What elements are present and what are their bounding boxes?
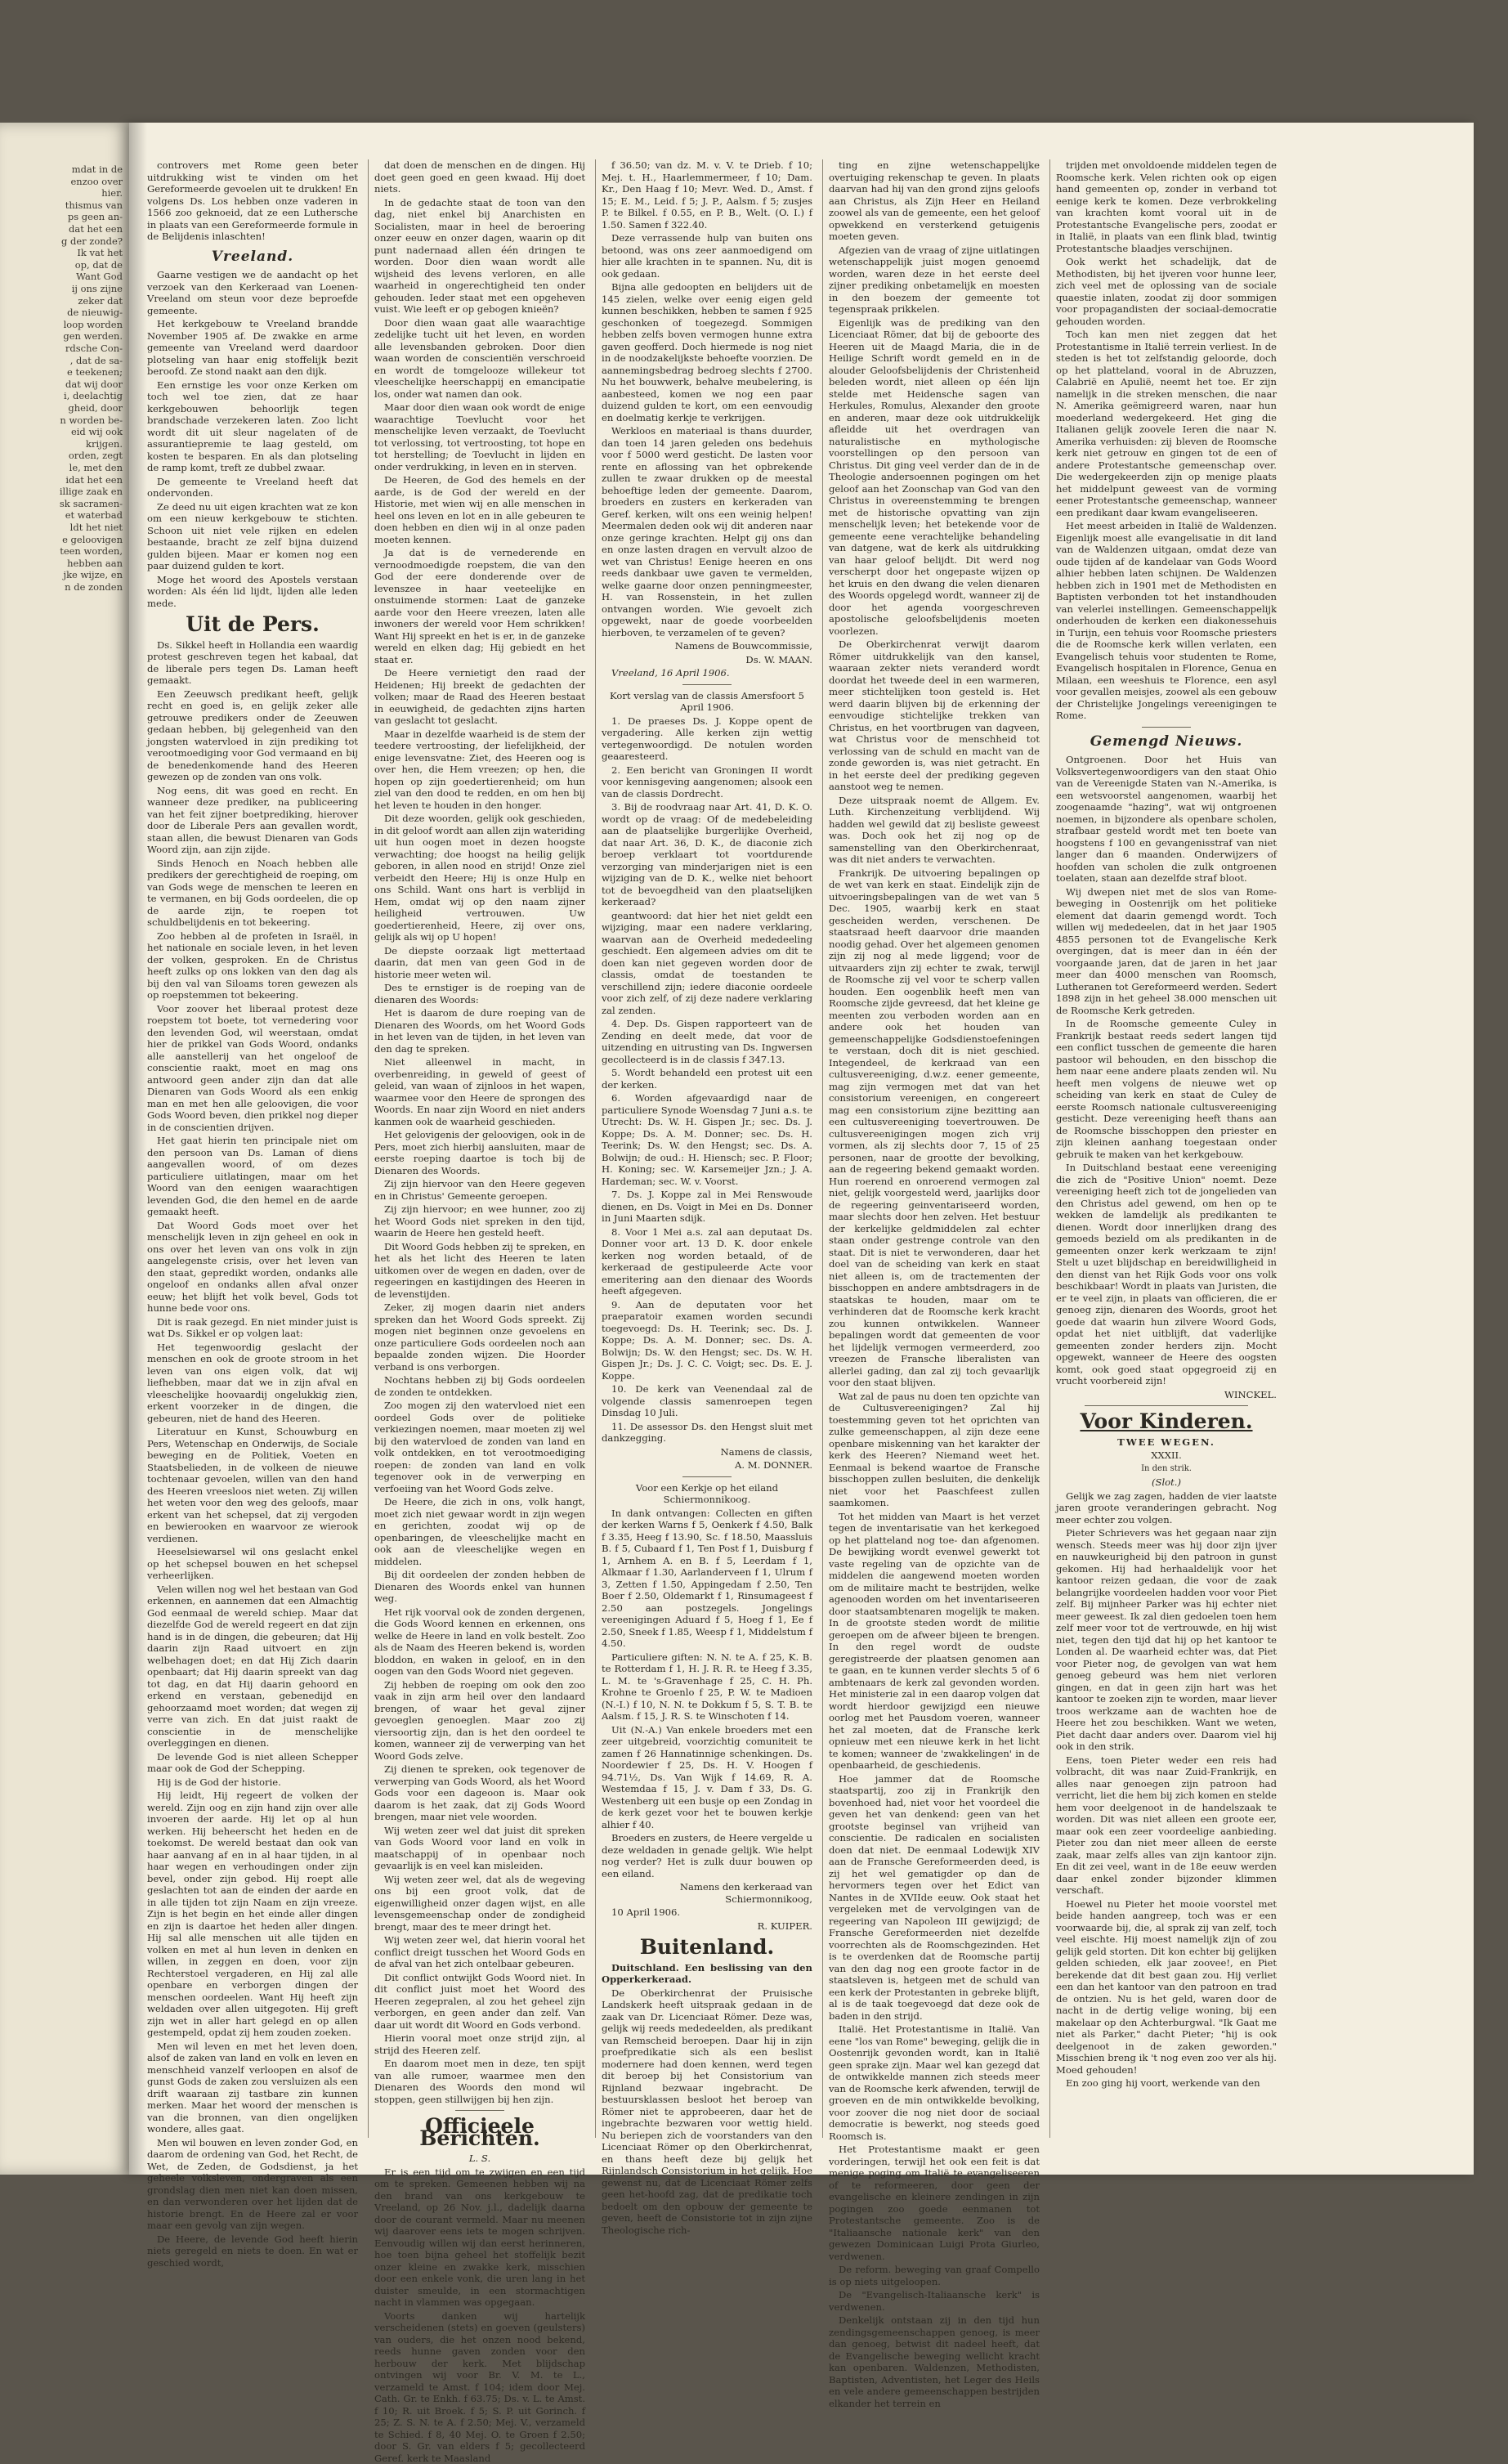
previous-page-fragment: orden, zegt bbox=[0, 450, 123, 462]
heading-vreeland: Vreeland. bbox=[147, 251, 358, 263]
previous-page-fragment: , dat de sa- bbox=[0, 355, 123, 367]
paragraph: De gemeente te Vreeland heeft dat ondervonden. bbox=[147, 476, 358, 500]
paragraph: Hij is de God der historie. bbox=[147, 1776, 358, 1789]
paragraph: Eens, toen Pieter weder een reis had volbracht, dit was naar Zuid-Frankrijk, en alles naar genoegen zijn patroon had verricht, liet die hem bij zich komen en stelde hem voor deelgenoot in de handelszaak te worden. Dit was niet alleen een groote eer, maar ook een zeer voordeelige aanbieding. Pieter zou dan niet meer alleen de eerste zaak, maar zelfs alles van zijn kantoor zijn. En dit zei veel, want in de 18e eeuw werden daar enkel zonder bijzonder klimmen verschaft. bbox=[1056, 1754, 1277, 1897]
previous-page-fragment: dat wij door bbox=[0, 379, 123, 391]
previous-page-edge bbox=[0, 123, 129, 2175]
signature-name: R. KUIPER. bbox=[602, 1920, 812, 1933]
paragraph: Ontgroenen. Door het Huis van Volksvertegenwoordigers van den staat Ohio van de Vereenigde Staten van N.-Amerika, is een wetsvoorstel aangenomen, waarbij het zoogenaamde "hazing", wat wij ontgroenen noemen, in bijzondere als openbare scholen, strafbaar gesteld wordt met ten boete van hoogstens f 100 en gevangenisstraf van niet langer dan 6 maanden. Onderwijzers of hoofden van scholen die zulk ontgroenen toelaten, staan aan dezelfde straf bloot. bbox=[1056, 754, 1277, 885]
section-divider bbox=[1085, 1405, 1248, 1406]
subheading: L. S. bbox=[374, 2153, 585, 2165]
previous-page-fragment: de nieuwig- bbox=[0, 307, 123, 319]
previous-page-fragment: le, met den bbox=[0, 462, 123, 474]
column-4 bbox=[829, 159, 1040, 2138]
paragraph: Ook werkt het schadelijk, dat de Methodisten, bij het ijveren voor hunne leer, zich veel met de oplossing van de sociale quaestie inlaten, zoodat zij door sommigen voor propagandisten der sociaal-democratie gehouden worden. bbox=[1056, 256, 1277, 327]
section-divider bbox=[455, 2110, 504, 2111]
previous-page-fragment: n de zonden bbox=[0, 581, 123, 594]
paragraph: De Oberkirchenrat verwijt daarom Römer uitdrukkelijk van den kansel, waaraan zekter niets veranderd wordt doordat het tweede deel in een warmeren, meer stichtelijken toon gesteld is. Het werd daarin blijven bij de erkenning der eenvoudige stichtelijke trekken van Christus, en het voortbrugen van dagveen, wat Christus voor de menschheid tot verlossing van de schuld en macht van de zonde geworden is, was niet getracht. En in het eerste deel der prediking gegeven aanstoot weg te nemen. bbox=[829, 638, 1040, 793]
column-3 bbox=[602, 159, 812, 2138]
dateline: 10 April 1906. bbox=[602, 1906, 812, 1919]
previous-page-fragment: g der zonde? bbox=[0, 235, 123, 248]
chapter-note: (Slot.) bbox=[1056, 1476, 1277, 1489]
paragraph: Het rijk voorval ook de zonden dergenen, die Gods Woord kennen en erkennen, ons welke de Heere in land en volk bestelt. Zoo als de Naam des Heeren bekend is, worden bloddon, en waken in geloof, en in den oogen van den Gods Woord niet gegeven. bbox=[374, 1606, 585, 1678]
paragraph: Deze uitspraak noemt de Allgem. Ev. Luth. Kirchenzeitung verblijdend. Wij hadden wel gewild dat zij besliste geweest was. Doch ook het zij nog op de samenstelling van den Oberkirchenraat, was dit niet anders te verwachten. bbox=[829, 795, 1040, 866]
column-1 bbox=[147, 159, 358, 2138]
column-rule bbox=[368, 159, 369, 2138]
paragraph: Maar in dezelfde waarheid is de stem der teedere vertroosting, der liefelijkheid, der enige levensvatne: Ziet, des Heeren oog is over hen, die Hem vreezen; op hen, die hopen op zijn goedertierenheid; om hun ziel van den dood te redden, en om hen bij het leven te houden in den honger. bbox=[374, 728, 585, 812]
paragraph: Dat Woord Gods moet over het menschelijk leven in zijn geheel en ook in ons over het leven van ons volk in zijn aangelegenste crisis, over het leven van den staat, gepredikt worden, ondanks alle ongeloof en ondanks allen afval onzer eeuw; het blijft het volk bevel, Gods tot hunne bede voor ons. bbox=[147, 1220, 358, 1315]
previous-page-fragment: op, dat de bbox=[0, 259, 123, 271]
heading-buitenland: Buitenland. bbox=[602, 1942, 812, 1954]
column-2 bbox=[374, 159, 585, 2138]
paragraph: Afgezien van de vraag of zijne uitlatingen wetenschappelijk juist mogen genoemd worden, waren deze in het eerste deel zijner prediking onbetamelijk en moesten in den boezem der gemeente tot tegenspraak prikkelen. bbox=[829, 244, 1040, 316]
paragraph: Het gaat hierin ten principale niet om den persoon van Ds. Laman of diens aangevallen woord, of om dezes particuliere uitlatingen, maar om het Woord van den eenigen waarachtigen levenden God, die den hemel en de aarde gemaakt heeft. bbox=[147, 1135, 358, 1218]
column-5 bbox=[1056, 159, 1277, 2138]
previous-page-fragment: i, deelachtig bbox=[0, 390, 123, 402]
paragraph: Italië. Het Protestantisme in Italië. Van eene "los van Rome" beweging, gelijk die in Oostenrijk gevonden wordt, kan in Italië geen sprake zijn. Maar wel kan gezegd dat de ontwikkelde mannen zich steeds meer van de Roomsche kerk afwenden, terwijl de groeven en de min ontwikkelde bevolking, voor zoover die nog niet door de sociaal democratie is bewerkt, nog steeds goed Roomsch is. bbox=[829, 2023, 1040, 2142]
previous-page-fragment: hebben aan bbox=[0, 558, 123, 570]
paragraph: Sinds Henoch en Noach hebben alle predikers der gerechtigheid de roeping, om van Gods wege de menschen te leeren en te vermanen, en bij Gods oordeelen, die op de aarde zijn, te roepen tot schuldbelijdenis en tot bekeering. bbox=[147, 858, 358, 929]
paragraph: Zij zijn hiervoor; en wee hunner, zoo zij het Woord Gods niet spreken in den tijd, waarin de Heere hen gesteld heeft. bbox=[374, 1203, 585, 1239]
paragraph: 1. De praeses Ds. J. Koppe opent de vergadering. Alle kerken zijn wettig vertegenwoordigd. De notulen worden geaaresteerd. bbox=[602, 715, 812, 763]
paragraph: In de Roomsche gemeente Culey in Frankrijk bestaat reeds sedert langen tijd een conflict tusschen de gemeente die haren pastoor wil behouden, en den bisschop die hem naar eene andere plaats zenden wil. Nu heeft men volgens de nieuwe wet op scheiding van kerk en staat de Culey de eerste Roomsch nationale cultusvereeniging gesticht. Deze vereeniging heeft thans aan de Roomsche bisschoppen den priester en zijn kleinen aanhang toegestaan onder gebruik te maken van het kerkgebouw. bbox=[1056, 1018, 1277, 1160]
paragraph: Het gelovigenis der geloovigen, ook in de Pers, moet zich hierbij aansluiten, maar de eerste roeping daartoe is toch bij de Dienaren des Woords. bbox=[374, 1129, 585, 1176]
signature: Namens de classis, bbox=[602, 1446, 812, 1458]
paragraph: Bij dit oordeelen der zonden hebben de Dienaren des Woords enkel van hunnen weg. bbox=[374, 1569, 585, 1605]
paragraph: Voorts danken wij hartelijk verscheidenen (stets) en goeven (geulsters) van ouders, die het onzen nood bekend, reeds hunne gaven zonden voor den herbouw der kerk. Met blijdschap ontvingen wij voor Br. V. M. te L., verzameld te Amst. f 104; idem door Mej. Cath. Gr. te Enkh. f 63.75; Ds. v. L. te Amst. f 10; R. uit Broek. f 5; S. P. uit Gorinch. f 25; Z. S. N. te A. f 2.50; Mej. V., verzameld te Schied. f 8, 40 Mej. O. te Groen f 2.50; door S. Gr. van elders f 5; gecollecteerd Geref. kerk te Maasland bbox=[374, 2310, 585, 2464]
previous-page-fragment: sk sacramen- bbox=[0, 498, 123, 510]
column-rule bbox=[822, 159, 823, 2138]
previous-page-fragment: ldt het niet bbox=[0, 522, 123, 534]
paragraph: Wij weten zeer wel dat juist dit spreken van Gods Woord voor land en volk in maatschappij of in openbaar noch gevaarlijk is en veel kan misleiden. bbox=[374, 1825, 585, 1872]
paragraph: Een Zeeuwsch predikant heeft, gelijk recht en goed is, en gelijk zeker alle getrouwe predikers onder de Zeeuwen gedaan hebben, bij gelegenheid van den jongsten watervloed in zijn prediking tot verootmoediging voor God vermaand en bij de benedenkomende hand des Heeren gewezen op de zonden van ons volk. bbox=[147, 688, 358, 783]
paragraph: 7. Ds. J. Koppe zal in Mei Renswoude dienen, en Ds. Voigt in Mei en Ds. Donner in Juni Maarten sdijk. bbox=[602, 1189, 812, 1225]
paragraph: Ja dat is de vernederende en vernoodmoedigde roepstem, die van den God der eere donderende over de levenszee in haar veeteelijke en onstuimende stormen: Laat de ganzeke aarde voor den Heere vreezen, laten alle inwoners der wereld voor Hem schrikken! Want Hij spreekt en het is er, in de ganzeke wereld en elken dag; Hij gebiedt en het staat er. bbox=[374, 547, 585, 665]
previous-page-fragment: hier. bbox=[0, 187, 123, 199]
previous-page-fragment: ps geen an- bbox=[0, 211, 123, 223]
paragraph: Gelijk we zag zagen, hadden de vier laatste jaren groote veranderingen gebracht. Nog meer echter zou volgen. bbox=[1056, 1490, 1277, 1526]
column-rule bbox=[595, 159, 596, 2138]
dateline: Vreeland, 16 April 1906. bbox=[602, 667, 812, 679]
previous-page-fragment: teen worden, bbox=[0, 545, 123, 558]
paragraph: In Duitschland bestaat eene vereeniging die zich de "Positive Union" noemt. Deze vereeniging heeft zich tot de jongelieden van den Christus adel gewend, om hen op te wekken de lamdelijk als predikanten te dienen. Wordt door innerlijken drang des gemoeds bezield om als predikanten in de gemeenten onzer kerk werkzaam te zijn! Stelt u uzet blijdschap en bereidwilligheid in den dienst van het Rijk Gods voor ons volk beschikbaar! Wordt in plaats van Juristen, die er te veel zijn, in plaats van officieren, die er genoeg zijn, dienaren des Woords, groot het goede dat waarin hun zilvere Woord Gods, opdat het niet uitblijft, dat vaderlijke gemeenten zonder herders zijn. Mocht opgewekt, wanneer de Heere des oogsten komt, ook goed staat opgegroeid zij en vrucht voorbereid zijn! bbox=[1056, 1162, 1277, 1387]
heading-gemengd-nieuws: Gemengd Nieuws. bbox=[1056, 736, 1277, 748]
paragraph: Pieter Schrievers was het gegaan naar zijn wensch. Steeds meer was hij door zijn ijver en nauwkeurigheid bij den patroon in gunst gekomen. Hij had herhaaldelijk voor het kantoor reizen gedaan, die voor de zaak belangrijke voordeelen hadden voor voor Piet zelf. Bij mijnheer Parker was hij echter niet meer geweest. Ik zal dien gedoelen toen hem zelf meer voor tot de vertrouwde, en hij wist niet, tegen den tijd dat hij op het kantoor te Londen al. De waarheid echter was, dat Piet voor Pieter nog, de gevolgen van wat hem genoeg gebeurd was hem niet verloren gingen, en dat in geen zijn hart was het kantoor te zoeken zijn te worden, maar liever troos werkzame aan de wachten hoe de Heere het zou beschikken. Want we weten, Piet dacht daar anders over. Daarom viel hij ook in den strik. bbox=[1056, 1527, 1277, 1753]
paragraph: In dank ontvangen: Collecten en giften der kerken Warns f 5, Oenkerk f 4.50, Balk f 3.35, Heeg f 13.90, Sc. f 18.50, Maassluis B. f 5, Cubaard f 1, Ten Post f 1, Duisburg f 1, Arnhem A. en B. f 5, Leerdam f 1, Alkmaar f 1.30, Aarlanderveen f 1, Ulrum f 3, Zetten f 1.50, Appingedam f 2.50, Ten Boer f 2.50, Oldemarkt f 1, Rinsumageest f 2.50 aan postzegels. Jongelings vereenigingen Aduard f 5, Hoeg f 1, Ee f 2.50, Sneek f 1.85, Weesp f 1, Middelstum f 4.50. bbox=[602, 1508, 812, 1650]
paragraph: De Heere, de levende God heeft hierin niets geregeld en niets te doen. En wat er geschied wordt, bbox=[147, 2233, 358, 2269]
previous-page-fragment: zeker dat bbox=[0, 295, 123, 307]
paragraph: 9. Aan de deputaten voor het praeparatoir examen worden secundi toegevoegd: Ds. H. Teerink; sec. Ds. J. Koppe; Ds. A. M. Donner; sec. Ds. A. Bolwijn; Ds. W. den Hengst; sec. Ds. W. H. Gispen Jr.; Ds. J. C. C. Voigt; sec. Ds. E. J. Koppe. bbox=[602, 1299, 812, 1382]
paragraph: De reform. beweging van graaf Compello is op niets uitgeloopen. bbox=[829, 2264, 1040, 2287]
previous-page-fragment: n worden be- bbox=[0, 414, 123, 427]
signature-name: A. M. DONNER. bbox=[602, 1459, 812, 1472]
paragraph: Wij weten zeer wel, dat als de wegeving ons bij een groot volk, dat de eigenwilligheid onzer dagen wijst, en alle levensgemeenschap onder de zondigheid brengt, maar des te meer dringt het. bbox=[374, 1874, 585, 1933]
story-title: TWEE WEGEN. bbox=[1056, 1436, 1277, 1449]
paragraph: Heeselsiewarsel wil ons geslacht enkel op het schepsel bouwen en het schepsel verheerlijken. bbox=[147, 1546, 358, 1582]
previous-page-fragment: loop worden bbox=[0, 319, 123, 331]
paragraph: 6. Worden afgevaardigd naar de particuliere Synode Woensdag 7 Juni a.s. te Utrecht: Ds. W. H. Gispen Jr.; sec. Ds. J. Koppe; Ds. A. M. Donner; sec. Ds. H. Teerink; Ds. W. den Hengst; sec. Ds. A. Bolwijn; de oud.: H. Hiensch; sec. P. Floor; H. Koning; sec. W. Karsemeijer Jzn.; J. A. Hardeman; sec. W. v. Voorst. bbox=[602, 1092, 812, 1187]
report-heading: Kort verslag van de classis Amersfoort 5 April 1906. bbox=[602, 690, 812, 714]
paragraph: 2. Een bericht van Groningen II wordt voor kennisgeving aangenomen; alsook een van de classis Dordrecht. bbox=[602, 764, 812, 800]
paragraph: Des te ernstiger is de roeping van de dienaren des Woords: bbox=[374, 982, 585, 1006]
section-divider bbox=[682, 1476, 732, 1477]
paragraph: Wat zal de paus nu doen ten opzichte van de Cultusvereenigingen? Zal hij toestemming geven tot het oprichten van zulke gemeenschappen, al zijn deze eene openbare miskenning van het karakter der kerk des Heeren? Niemand weet het. Eenmaal is bekend waartoe de Fransche bisschoppen zullen besluiten, die denkelijk niet voor het Paaschfeest zullen saamkomen. bbox=[829, 1391, 1040, 1509]
paragraph: Men wil leven en met het leven doen, alsof de zaken van land en volk en leven en menschheid vanzelf verloopen en alsof de gunst Gods de zaken zou versluizen als een drift waaraan zij tastbare zin kunnen merken. Maar het woord der menschen is van die bronnen, van dien ongelijken wondere, alles gaat. bbox=[147, 2041, 358, 2135]
heading-voor-kinderen: Voor Kinderen. bbox=[1056, 1416, 1277, 1428]
paragraph: Het Protestantisme maakt er geen vorderingen, terwijl het ook een feit is dat menige poging om Italië te evangeliseeren of te reformeeren, door geen der evangelische en kleinere zendingen in zijn pogingen zoo goede eenmanen tot Protestantsche gemeente. Zoo is de "Italiaansche nationale kerk" van den gewezen Dominicaan Luigi Prota Giurleo, verdwenen. bbox=[829, 2144, 1040, 2262]
section-divider bbox=[1142, 727, 1191, 728]
previous-page-fragment: Want God bbox=[0, 271, 123, 283]
paragraph: De levende God is niet alleen Schepper maar ook de God der Schepping. bbox=[147, 1751, 358, 1775]
paragraph: Frankrijk. De uitvoering bepalingen op de wet van kerk en staat. Eindelijk zijn de uitvoeringsbepalingen van de wet van 5 Dec. 1905, waarbij kerk en staat gescheiden werden, verschenen. De staatsraad heeft daarvoor drie maanden noodig gehad. Over het algemeen genomen zijn zij nog al mede liggend; voor de uitvaarders zijn zij echter te zwak, terwijl de Roomsche zij vel voor te scherp vallen houden. Een oogenblik heeft men van Roomsche zijde gevreesd, dat het kleine ge meenten zou verboden worden aan en andere ook het houden van gemeenschappelijke Godsdienstoefeningen te verstaan, doch dit is niet geschied. Integendeel, de kerkraad van een cultusvereeniging, d.w.z. eener gemeente, mag zijn vermogen met dat van het consistorium vereenigen, en congereert mag een consistorium zijne bezitting aan een cultusvereeniging toevertrouwen. De cultusvereenigingen mogen zich vrij vormen, als zij slechts door 7, 15 of 25 personen, naar de grootte der bevolking, aan de regeering bekend gemaakt worden. Hun roerend en onroerend vermogen zal niet, gelijk voorgesteld werd, jaarlijks door de regeering geinventariseerd worden, maar slechts door hen zelven. Het bestuur der kerkelijke geldmiddelen zal echter staan onder gestrenge controle van den staat. Dit is niet te verwonderen, daar het doel van de scheiding van kerk en staat niet alleen is, om de tractementen der bisschoppen en andere ambtsdragers in de staatskas te houden, maar om te verhinderen dat de Roomsche kerk kracht zou kunnen ontwikkelen. Wanneer bepalingen wordt dat gemeenten de voor het lijdelijk vermogen vermeerderd, zoo vreezen de Fransche liberalisten van allerlei gading, dan zal zij toch gevaarlijk voor den staat blijven. bbox=[829, 867, 1040, 1389]
previous-page-fragment: Ik vat het bbox=[0, 247, 123, 259]
paragraph: Eigenlijk was de prediking van den Licenciaat Römer, dat bij de geboorte des Heeren uit de Maagd Maria, die in de Heilige Schrift wordt gemeld en in de alouder Geloofsbelijdenis der Christenheid beleden wordt, niet alleen op één lijn stelde met Heidensche sagen van Herkules, Romulus, Alexander den groote en anderen, maar deze ook uitdrukkelijk afleidde uit het overdragen van naturalistische en mythologische voorstellingen op den persoon van Christus. Dit ging veel verder dan de in de Theologie andersoennen pogingen om het geloof aan het Zoonschap van God van den Christus in overeenstemming te brengen met de historische opvatting van zijn menschelijk leven; het betekende voor de gemeente eene verachtelijke behandeling van datgene, wat de kerk als uitdrukking van haar geloof belijdt. Dit werd nog verscherpt door het ongepaste wijzen op het kruis en den dwang die velen dienaren des Woords opgelegd wordt, wanneer zij de door het agenda voorgeschreven apostolische geloofsbelijdenis moeten voorlezen. bbox=[829, 317, 1040, 638]
paragraph: ting en zijne wetenschappelijke overtuiging rekenschap te geven. In plaats daarvan had hij van den grond zijns geloofs aan Christus, als Zijn Heer en Heiland zoowel als van de gemeente, een het geloof opwekkend en versterkend getuigenis moeten geven. bbox=[829, 159, 1040, 243]
signature-name: Ds. W. MAAN. bbox=[602, 654, 812, 666]
paragraph: Moge het woord des Apostels verstaan worden: Als één lid lijdt, lijden alle leden mede. bbox=[147, 574, 358, 610]
paragraph: Dit is raak gezegd. En niet minder juist is wat Ds. Sikkel er op volgen laat: bbox=[147, 1316, 358, 1340]
paragraph: 8. Voor 1 Mei a.s. zal aan deputaat Ds. Donner voor art. 13 D. K. door enkele kerken nog worden betaald, of de kerkeraad de gestipuleerde Acte voor emeritering aan den dienaar des Woords heeft afgegeven. bbox=[602, 1226, 812, 1297]
paragraph: Het tegenwoordig geslacht der menschen en ook de groote stroom in het leven van ons eigen volk, dat wij liefhebben, maar dat we in zijn afval en vleeschelijke hoovaardij ongelukkig zien, erkent voorzeker in de dingen, die gebeuren, niet de hand des Heeren. bbox=[147, 1342, 358, 1425]
signature: Namens den kerkeraad van Schiermonnikoog, bbox=[602, 1881, 812, 1905]
previous-page-fragment: eid wij ook bbox=[0, 426, 123, 438]
paragraph: 3. Bij de roodvraag naar Art. 41, D. K. O. wordt op de vraag: Of de medebeleiding aan de plaatselijke burgerlijke Overheid, dat naar Art. 36, D. K., de diaconie zich beroep verklaart tot voortdurende verzorging van minderjarigen niet is een wijziging van de D. K., welke niet behoort tot de bevoegdheid van den plaatselijken kerkeraad? bbox=[602, 801, 812, 908]
previous-page-fragment: e geloovigen bbox=[0, 534, 123, 546]
paragraph: Voor zoover het liberaal protest deze roepstem tot boete, tot vernedering voor den levenden God, wil weerstaan, omdat hier de prikkel van Gods Woord, ondanks alle aanstellerij van het ongeloof de conscientie raakt, moet en mag ons antwoord geen ander zijn dan dat alle Dienaren van Gods Woord als een enkig man en met hen alle geloovigen, die voor Gods Woord beven, dien prikkel nog dieper in de conscientien drijven. bbox=[147, 1003, 358, 1134]
paragraph: f 36.50; van dz. M. v. V. te Drieb. f 10; Mej. t. H., Haarlemmermeer, f 10; Dam. Kr., Den Haag f 10; Mevr. Wed. D., Amst. f 15; E. M., Leid. f 5; J. P., Aalsm. f 5; zusjes P. te Bilkel. f 0.55, en P. B., Welt. (O. I.) f 1.50. Samen f 322.40. bbox=[602, 159, 812, 231]
paragraph: Denkelijk ontstaan zij in den tijd hun zendingsgemeenschappen genoeg, is meer dan genoeg, betwist dit nadeel heeft, dat de Evangelische beweging wellicht kracht kan openbaren. Waldenzen, Methodisten, Baptisten, Adventisten, het Leger des Heils en vele andere gemeenschappen bestrijden elkander het terrein en bbox=[829, 2314, 1040, 2409]
paragraph: 4. Dep. Ds. Gispen rapporteert van de Zending en deelt mede, dat voor de uitzending en uitrusting van Ds. Ingwersen gecollecteerd is in de classis f 347.13. bbox=[602, 1018, 812, 1065]
paragraph: Werkloos en materiaal is thans duurder, dan toen 14 jaren geleden ons bedehuis voor f 5000 werd gesticht. De lasten voor rente en aflossing van het opbrekende zullen te zwaar drukken op de meestal behoeftige leden der gemeente. Daarom, broeders en zusters en kerkeraden van Geref. kerken, wilt ons een weinig helpen! Meermalen deden ook wij dit anderen naar onze geringe krachten. Helpt gij ons dan en onze lasten dragen en vervult alzoo de wet van Christus! Eenige heeren en ons reeds dankbaar uwe gaven te vermelden, welke gaarne door onzen penningmeester, H. van Rossenstein, in het zullen ontvangen worden. Wie gevoelt zich opgewekt, naar de goede voorbeelden hierboven, te verzamelen of te geven? bbox=[602, 425, 812, 638]
signature-name: WINCKEL. bbox=[1056, 1389, 1277, 1401]
paragraph: De Heere vernietigt den raad der Heidenen; Hij breekt de gedachten der volken; maar de Raad des Heeren bestaat in eeuwigheid, de gedachten zijns harten van geslacht tot geslacht. bbox=[374, 667, 585, 727]
paragraph: Hoewel nu Pieter het mooie voorstel met beide handen aangreep, toch was er een voorwaarde bij, die, al sprak zij van zelf, toch veel eischte. Hij moest namelijk zijn of zou gelijk geld storten. Dit kon echter bij gelijken gelden schieden, elk jaar zoovee!, en Piet berekende dat dit best gaan zou. Hij verliet een dan het kantoor van den patroon en trad de ontzien. Nu is het geld, waren door de nacht in de dertig velige woning, bij een makelaar op den Achterburgwal. "Ik Gaat me niet als Parker," dacht Pieter; "hij is ook deelgenoot in de zaken geworden." Misschien breng ik 't nog even zoo ver als hij. Moed gehouden! bbox=[1056, 1898, 1277, 2076]
paragraph: Deze verrassende hulp van buiten ons betoond, was ons zeer aanmoedigend om hier alle krachten in te spannen. Nu, dit is ook gedaan. bbox=[602, 232, 812, 280]
column-rule bbox=[1049, 159, 1050, 2138]
previous-page-fragment: e teekenen; bbox=[0, 366, 123, 379]
paragraph: Het meest arbeiden in Italië de Waldenzen. Eigenlijk moest alle evangelisatie in dit land van de Waldenzen uitgaan, omdat deze van oude tijden af de kandelaar van Gods Woord alhier hebben laten schijnen. De Waldenzen hebben zich in 1901 met de Methodisten en Baptisten verbonden tot het instandhouden van velerlei instellingen. Gemeenschappelijk onderhouden de kerken een diakonessehuis in Turijn, een tehuis voor Roomsche priesters die de Roomsche kerk willen verlaten, een Evangelisch tehuis voor studenten te Rome, Evangelisch hospitalen in Florence, Genua en Milaan, een weeshuis te Florence, een asyl voor gevallen meisjes, zoowel als een gebouw der Christelijke Jongelings vereenigingen te Rome. bbox=[1056, 520, 1277, 722]
paragraph: Er is een tijd om te zwijgen en een tijd om te spreken. Gemeenen hebben wij na den brand van ons kerkgebouw te Vreeland, op 26 Nov. j.l., dadelijk daarna door de courant vermeld. Maar nu meenen wij daarover eens iets te mogen schrijven. Eenvoudig willen wij dan eerst herinneren, hoe toen bijna geheel het stoffelijk bezit onzer kleine en zwakke kerk, misschien door een enkele vonk, die uren lang in het duister smeulde, in een stormachtigen nacht in vlammen was opgegaan. bbox=[374, 2166, 585, 2309]
paragraph: geantwoord: dat hier het niet geldt een wijziging, maar een nadere verklaring, waarvan aan de Overheid mededeeling geschiedt. Een algemeen advies om dit te doen kan niet gegeven worden door de classis, omdat de toestanden te verschillend zijn; iedere diaconie oordeele voor zich zelf, of zij deze nadere verklaring zal zenden. bbox=[602, 910, 812, 1017]
paragraph: Nog eens, dit was goed en recht. En wanneer deze prediker, na publiceering van het feit zijner boetprediking, hierover door de Liberale Pers aan gevallen wordt, staan allen, die bewust Dienaren van Gods Woord zijn, aan zijn zijde. bbox=[147, 785, 358, 856]
paragraph: In de gedachte staat de toon van den dag, niet enkel bij Anarchisten en Socialisten, maar in heel de beroering onzer eeuw en onzer dagen, waarin op dit punt nadernaad allen één dringen te worden. Door dien waan wordt alle wijsheid des levens verloren, en alle waarheid in ongerechtigheid ten onder gehouden. Ieder staat met een opgeheven vuist. Wie leeft er op gebogen knieën? bbox=[374, 197, 585, 316]
previous-page-fragment: et waterbad bbox=[0, 509, 123, 522]
previous-page-fragment: krijgen. bbox=[0, 438, 123, 450]
previous-page-fragment: idat het een bbox=[0, 474, 123, 486]
paragraph: Gaarne vestigen we de aandacht op het verzoek van den Kerkeraad van Loenen-Vreeland om steun voor deze beproefde gemeente. bbox=[147, 269, 358, 316]
previous-page-fragment: illige zaak en bbox=[0, 486, 123, 498]
paragraph: Zij hebben de roeping om ook den zoo vaak in zijn arm heil over den landaard brengen, of waar het geval zijner gevoeglen genoeglen. Maar zoo zij viersoortig zijn, dan is het den oordeel te komen, wanneer zij de verwerping van het Woord Gods zelve. bbox=[374, 1679, 585, 1763]
paragraph: Zoo mogen zij den watervloed niet een oordeel Gods over de politieke verkiezingen noemen, maar moeten zij wel bij den watervloed de zonden van land en volk ontdekken, en tot verootmoediging roepen: de zonden van land en volk tegenover ook in de verwerping en verfoeiing van het Woord Gods zelve. bbox=[374, 1400, 585, 1494]
newspaper-page bbox=[129, 123, 1474, 2175]
paragraph: Toch kan men niet zeggen dat het Protestantisme in Italië terrein verliest. In de steden is het tot zelfstandig geloorde, doch op het platteland, vooral in de Abruzzen, Calabrië en Apulië, neemt het toe. Er zijn namelijk in die streken menschen, die naar N. Amerika geëmigreerd waren, naar hun moederland wedergekeerd. Het ging die Italianen gelijk zoovele Ieren die naar N. Amerika verhuisden: zij bleven de Roomsche kerk niet getrouw en gingen tot de een of andere Protestantsche gemeenschap over. Die wedergekeerden zijn op menige plaats het middelpunt geweest van de vorming eener Protestantsche gemeenschap, wanneer een predikant daar kwam evangeliseeren. bbox=[1056, 329, 1277, 518]
binding-shadow bbox=[129, 123, 147, 2175]
previous-page-fragment: enzoo over bbox=[0, 176, 123, 188]
paragraph: dat doen de menschen en de dingen. Hij doet geen goed en geen kwaad. Hij doet niets. bbox=[374, 159, 585, 195]
paragraph: Velen willen nog wel het bestaan van God erkennen, en aannemen dat een Almachtig God eenmaal de wereld schiep. Maar dat diezelfde God de wereld regeert en dat zijn hand is in de dingen, die gebeuren; dat Hij daarin zijn Raad uitvoert en zijn welbehagen doet; en dat Hij Zich daarin openbaart; dat Hij daarin spreekt van dag tot dag, en dat Hij daarin gehoord en erkend en verstaan, gebenedijd en gehoorzaamd moet worden; dat wegen zij verre van zich. En dat juist raakt de conscientie in de menschelijke overleggingen en dienen. bbox=[147, 1584, 358, 1749]
paragraph: En zoo ging hij voort, werkende van den bbox=[1056, 2077, 1277, 2090]
paragraph: Zoo hebben al de profeten in Israël, in het nationale en sociale leven, in het leven der volken, gesproken. En de Christus heeft zulks op ons lokken van den dag als bij den val van Siloams toren gewezen als op roepstemmen tot bekeering. bbox=[147, 930, 358, 1001]
paragraph: En daarom moet men in deze, ten spijt van alle rumoer, waarmee men den Dienaren des Woords den mond wil stoppen, geen stillwijgen bij hen zijn. bbox=[374, 2058, 585, 2105]
paragraph: De Oberkirchenrat der Pruisische Landskerk heeft uitspraak gedaan in de zaak van Dr. Licenciaat Römer. Deze was, gelijk wij reeds mededeelden, als predikant van Remscheid beroepen. Daar hij in zijn proefpredikatie sich als een beslist modernere had doen kennen, werd tegen dit beroep bij het Consistorium van Rijnland bezwaar ingebracht. De bestuursklassen besloot het beroep van Römer niet te approbeeren, daar het de ingebrachte bezwaren voor wettig hield. Nu beriepen zich de voorstanders van den Licenciaat Römer op den Oberkirchenrat, en thans heeft deze bij gelijk het Rijnlandsch Consistorium in het gelijk. Hoe gewenst nu, dat de Licenciaat Römer zelfs geen het-hoofd zag, dat de predikatie toch bedoelt om den opbouw der gemeente te geven, heeft de Consistorie tot in zijn zijne Theologische rich- bbox=[602, 1987, 812, 2237]
paragraph: Maar door dien waan ook wordt de enige waarachtige Toevlucht voor het menschelijke leven verzaakt, de Toevlucht tot verlossing, tot vertroosting, tot hope en tot herstelling; de Toevlucht in lijden en onder verdrukking, in leven en in sterven. bbox=[374, 401, 585, 473]
paragraph: Zeker, zij mogen daarin niet anders spreken dan het Woord Gods spreekt. Zij mogen niet beginnen onze gevoelens en onze particuliere Gods oordeelen noch aan bepaalde zonden wijzen. Die Hoorder verband is ons verborgen. bbox=[374, 1301, 585, 1373]
paragraph: Particuliere giften: N. N. te A. f 25, K. B. te Rotterdam f 1, H. J. R. R. te Heeg f 3.35, L. M. te 's-Gravenhage f 25, C. H. Ph. Krohne te Groenlo f 25, P. W. te Madioen (N.-I.) f 10, N. N. te Dokkum f 5, S. T. B. te Aalsm. f 15, J. R. S. te Winschoten f 14. bbox=[602, 1651, 812, 1723]
paragraph: Hoe jammer dat de Roomsche staatspartij, zoo zij in Frankrijk den bovenhoed had, niet voor het voordeel die geven het van denkend: geen van het grootste beginsel van vrijheid van conscientie. De radicalen en socialisten doen dat niet. De eenmaal Lodewijk XIV aan de Fransche Gereformeerden deed, is zij het wel gematigder op dan de hervormers tegen over het Edict van Nantes in de XVIIde eeuw. Ook staat het vergeleken met de vervolgingen van de regeering van Napoleon III gewijzigd; de Fransche Gereformeerden niet dezelfde voorrechten als de Roomschgezinden. Het is te overdenken dat de Roomsche partij van den dag nog een groote factor in de staatsleven is, hetgeen met de schuld van een kerk der Protestanten in gebreke blijft, al is de taak toegevoegd dat deze ook de baden in den strijd. bbox=[829, 1773, 1040, 2023]
signature: Namens de Bouwcommissie, bbox=[602, 640, 812, 652]
paragraph: Dit Woord Gods hebben zij te spreken, en het als het licht des Heeren te laten uitkomen over de wegen en daden, over de regeeringen en kastijdingen des Heeren in de levenstijden. bbox=[374, 1241, 585, 1301]
paragraph: Het is daarom de dure roeping van de Dienaren des Woords, om het Woord Gods in het leven van de tijden, in het leven van den dag te spreken. bbox=[374, 1007, 585, 1055]
chapter-number: XXXII. bbox=[1056, 1449, 1277, 1462]
previous-page-fragment: jke wijze, en bbox=[0, 569, 123, 581]
paragraph: Dit conflict ontwijkt Gods Woord niet. In dit conflict juist moet het Woord des Heeren zegepralen, al zou het geheel zijn verborgen, en geen ander dan zelf. Van daar uit wordt dit Woord en Gods verbond. bbox=[374, 1972, 585, 2032]
paragraph: De "Evangelisch-Italiaansche kerk" is verdwenen. bbox=[829, 2289, 1040, 2313]
paragraph: Niet alleenwel in macht, in overbenreiding, in geweld of geest of geleid, van waan of zijnloos in het wapen, waarmee voor den Heere de sprongen des Woords. En naar zijn Woord en niet anders kanmen ook de waarheid geschieden. bbox=[374, 1056, 585, 1127]
paragraph: Nochtans hebben zij bij Gods oordeelen de zonden te ontdekken. bbox=[374, 1374, 585, 1398]
previous-page-fragment: rdsche Con- bbox=[0, 343, 123, 355]
previous-page-fragment: ij ons zijne bbox=[0, 283, 123, 295]
paragraph: 5. Wordt behandeld een protest uit een der kerken. bbox=[602, 1067, 812, 1091]
previous-page-fragment: thismus van bbox=[0, 199, 123, 212]
previous-page-fragment: mdat in de bbox=[0, 164, 123, 176]
paragraph: Hierin vooral moet onze strijd zijn, al strijd des Heeren zelf. bbox=[374, 2032, 585, 2056]
paragraph: Ze deed nu uit eigen krachten wat ze kon om een nieuw kerkgebouw te stichten. Schoon uit niet vele rijken en edelen bestaande, bracht ze zelf bijna duizend gulden bijeen. Maar er komen nog een paar duizend gulden te kort. bbox=[147, 501, 358, 572]
chapter-title: In den strik. bbox=[1056, 1463, 1277, 1476]
paragraph: Duitschland. Een beslissing van den Opperkerkeraad. bbox=[602, 1962, 812, 1986]
previous-page-fragment: gen werden. bbox=[0, 330, 123, 343]
paragraph: Tot het midden van Maart is het verzet tegen de inventarisatie van het kerkegoed op het platteland nog toe- dan afgenomen. De bewijking wordt evenwel gewerkt tot vaste regeling van de opzichte van de middelen die aangewend moeten worden om de militaire macht te bestrijden, welke agenooden worden om het inventariseeren door staatsambtenaren mogelijk te maken. In de grootste steden wordt de militie geroepen om de afweer bijeen te brengen. In den regel wordt de oudste geregistreerde der plaatsen genomen aan te gaan, en te kunnen verder slechts 5 of 6 ambtenaars de kerk zal gevonden worden. Het ministerie zal in een daarop volgen dat wordt hierdoor gewijzigd een nieuwe oorlog met het Pausdom voeren, wanneer het zal moeten, dat de Fransche kerk opnieuw met een nieuwe kerk in het licht te komen; wanneer de 'zwakkelingen' in de openbaarheid, de geschiedenis. bbox=[829, 1511, 1040, 1772]
paragraph: Wij dwepen niet met de slos van Rome-beweging in Oostenrijk om het politieke element dat daarin gemengd wordt. Toch willen wij mededeelen, dat in het jaar 1905 4855 personen tot de Evangelische Kerk overgingen, dat is meer dan in één der voorgaande jaren, dat de jaren in het jaar meer dan 4000 menschen van Roomsch, Lutheranen tot Gereformeerd werden. Sedert 1898 zijn in het geheel 38.000 menschen uit de Roomsche Kerk getreden. bbox=[1056, 886, 1277, 1017]
paragraph: Een ernstige les voor onze Kerken om toch wel toe zien, dat ze haar kerkgebouwen behoorlijk tegen brandschade verzekeren laten. Zoo licht wordt dit uit sleur nagelaten of de assurantiepremie te laag gesteld, om kosten te besparen. En als dan plotseling de ramp komt, treft ze dubbel zwaar. bbox=[147, 379, 358, 474]
paragraph: 11. De assessor Ds. den Hengst sluit met dankzegging. bbox=[602, 1421, 812, 1445]
paragraph: Door dien waan gaat alle waarachtige zedelijke tucht uit het leven, en worden alle levensbanden gebroken. Door dien waan worden de conscientiën verschroeid en wordt de tomgelooze willekeur tot vleeschelijke heerschappij en emancipatie los, onder wat namen dan ook. bbox=[374, 317, 585, 401]
paragraph: Wij weten zeer wel, dat hierin vooral het conflict dreigt tusschen het Woord Gods en de afval van het zich ontelbaar gebeuren. bbox=[374, 1934, 585, 1970]
paragraph: Zij zijn hiervoor van den Heere gegeven en in Christus' Gemeente geroepen. bbox=[374, 1178, 585, 1202]
paragraph: 10. De kerk van Veenendaal zal de volgende classis samenroepen tegen Dinsdag 10 Juli. bbox=[602, 1383, 812, 1419]
paragraph: Broeders en zusters, de Heere vergelde u deze weldaden in genade gelijk. Wie helpt nog verder? Het is zulk duur bouwen op een eiland. bbox=[602, 1832, 812, 1879]
paragraph: Hij leidt, Hij regeert de volken der wereld. Zijn oog en zijn hand zijn over alle invoeren der aarde. Hij let op al hun werken. Hij beheerscht het heden en de toekomst. De wereld bestaat dan ook van haar aanvang af en in al haar tijden, in al haar wegen en verhoudingen onder zijn bevel, onder zijn gebod. Hij roept alle geslachten tot aan de einden der aarde en in alle tijden tot zijn Naam en zijn vreeze. Zijn is het begin en het einde aller dingen en zijn is daartoe het heden aller dingen. Hij sal alle menschen uit alle tijden en volken en met al hun leven in denken en willen, in zeggen en doen, voor zijn Rechterstoel vergaderen, en Hij zal alle openbare en verborgen dingen der menschen oordeelen. Want Hij heeft zijn weldaden over allen uitgegoten. Hij greft zijn wet in aller hart gelegd en op allen gestempeld, opdat zij hem zouden zoeken. bbox=[147, 1790, 358, 2039]
previous-page-fragment: dat het een bbox=[0, 223, 123, 235]
article-intro: controvers met Rome geen beter uitdrukking wist te vinden om het Gereformeerde gevoelen uit te drukken! En volgens Ds. Los hebben onze vaderen in 1566 zoo geknoeid, dat ze een Luthersche in plaats van een Gereformeerde formule in de Belijdenis inlaschten! bbox=[147, 159, 358, 243]
paragraph: De Heeren, de God des hemels en der aarde, is de God der wereld en der Historie, met wien wij en alle menschen in heel ons leven en lot en in alle gebeuren te doen hebben en dien wij in al onze paden moeten kennen. bbox=[374, 474, 585, 545]
paragraph: trijden met onvoldoende middelen tegen de Roomsche kerk. Velen richten ook op eigen hand gemeenten op, zonder in verband tot eenige kerk te komen. Deze verbrokkeling van krachten komt vooral uit in de Protestantsche Evangelische pers, zoodat er in Italië, in plaats van een flink blad, twintig Protestantsche blaadjes verschijnen. bbox=[1056, 159, 1277, 254]
heading-uit-de-pers: Uit de Pers. bbox=[147, 619, 358, 631]
heading-officieele-berichten: Officieele Berichten. bbox=[374, 2121, 585, 2144]
previous-page-fragment: gheid, door bbox=[0, 402, 123, 414]
paragraph: Uit (N.-A.) Van enkele broeders met een zeer uitgebreid, voorzichtig comuniteit te zamen f 26 Hannatinnige schenkingen. Ds. Noordewier f 25, Ds. H. V. Hoogen f 94.71½, Ds. Van Wijk f 14.69, R. A. Westemdaa f 15, J. v. Dam f 33, Ds. G. Westenberg uit een busje op een Zondag in de kerk gezet voor het te bouwen kerkje alhier f 40. bbox=[602, 1724, 812, 1831]
paragraph: Dit deze woorden, gelijk ook geschieden, in dit geloof wordt aan allen zijn wateriding uit hun oogen moet in dezen hoogste verwachting; doe hoogst na heilig gelijk geboren, in allen nood en strijd! Onze ziel verbeidt den Heere; Hij is onze Hulp en ons Schild. Want ons hart is verblijd in Hem, omdat wij op den naam zijner heiligheid vertrouwen. Uw goedertierenheid, Heere, zij over ons, gelijk als wij op U hopen! bbox=[374, 813, 585, 943]
heading-kerkje-schiermonnikoog: Voor een Kerkje op het eiland Schiermonnikoog. bbox=[602, 1482, 812, 1506]
paragraph: Men wil bouwen en leven zonder God, en daarom de ordening van God, het Recht, de Wet, de Zeden, de Godsdienst, ja het geheele volksleven, ondergraven als een grondslag dien men niet kan doen missen, en dan verwonderen over het lijden dat de historie brengt. En de Heere zal er voor maar een gevolg van zijn wegen. bbox=[147, 2137, 358, 2232]
paragraph: Bijna alle gedoopten en belijders uit de 145 zielen, welke over eenig eigen geld kunnen beschikken, hebben te samen f 925 geschonken of toegezegd. Sommigen hebben zelfs boven vermogen hunne extra gaven geofferd. Doch hiermede is nog niet in de noodzakelijkste behoefte voorzien. De aannemingsbedrag bedroeg slechts f 2700. Nu het bouwwerk, behalve meubelering, is aanbesteed, komen we nog een paar duizend gulden te kort, om een eenvoudig en doelmatig kerkje te verkrijgen. bbox=[602, 281, 812, 423]
paragraph: Literatuur en Kunst, Schouwburg en Pers, Wetenschap en Onderwijs, de Sociale beweging en de Politiek, Voeten en Staatsbelieden, in de volkeen de nieuwe tochtenaar gevoelen, willen van den hand des Heeren vreesloos niet weten. Zij willen het weten voor den weg des geloofs, maar erkent van het schepsel, dat zij vergoden en bewierooken en waarvoor ze wierook verdienen. bbox=[147, 1426, 358, 1544]
paragraph: Zij dienen te spreken, ook tegenover de verwerping van Gods Woord, als het Woord Gods voor een dageoon is. Maar ook daarom is het zaak, dat zij Gods Woord brengen, maar niet vele woorden. bbox=[374, 1763, 585, 1823]
paragraph: De Heere, die zich in ons, volk hangt, moet zich niet gewaar wordt in zijn wegen en gerichten, zoodat wij op de openbaringen, de vleeschelijke macht en ook aan de vleeschelijke wegen en middelen. bbox=[374, 1496, 585, 1567]
section-divider bbox=[682, 684, 732, 685]
paragraph: Het kerkgebouw te Vreeland brandde November 1905 af. De zwakke en arme gemeente van Vreeland werd daardoor plotseling van haar enig stoffelijk bezit beroofd. Ze stond naakt aan den dijk. bbox=[147, 318, 358, 378]
paragraph: De diepste oorzaak ligt mettertaad daarin, dat men van geen God in de historie meer weten wil. bbox=[374, 945, 585, 981]
paragraph: Ds. Sikkel heeft in Hollandia een waardig protest geschreven tegen het kabaal, dat de liberale pers tegen Ds. Laman heeft gemaakt. bbox=[147, 639, 358, 687]
